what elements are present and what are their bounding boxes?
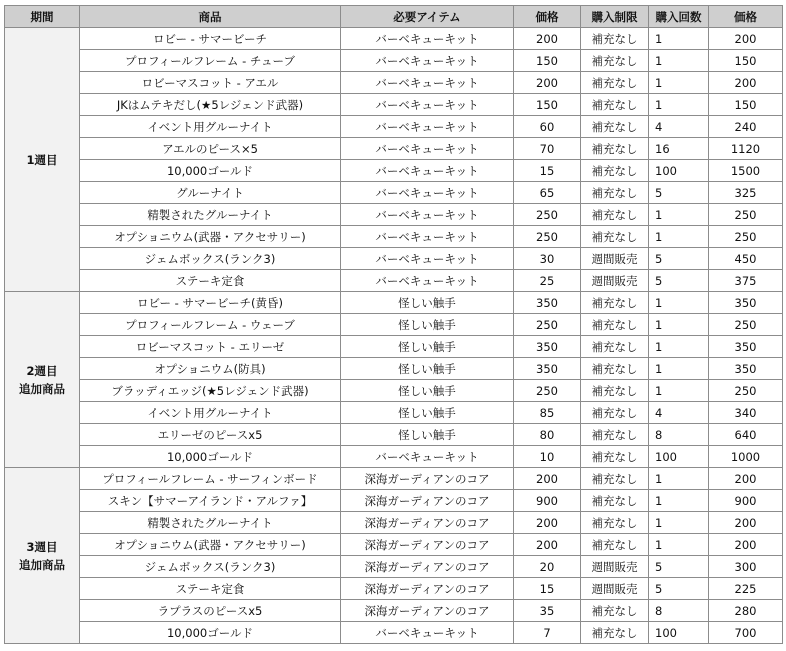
table-row (5, 182, 783, 204)
purchase-limit-cell: 補充なし (581, 512, 649, 534)
total-price-cell: 700 (709, 622, 783, 644)
price-cell: 85 (514, 402, 581, 424)
item-name-cell: オプショニウム(武器・アクセサリー) (80, 226, 341, 248)
purchase-count-cell: 5 (649, 182, 709, 204)
purchase-count-cell: 5 (649, 578, 709, 600)
price-cell: 65 (514, 182, 581, 204)
table-row (5, 138, 783, 160)
table-row (5, 50, 783, 72)
table-row (5, 248, 783, 270)
price-cell: 10 (514, 446, 581, 468)
required-item-cell: 怪しい触手 (341, 358, 514, 380)
total-price-cell: 250 (709, 380, 783, 402)
total-price-cell: 300 (709, 556, 783, 578)
table-row (5, 314, 783, 336)
purchase-limit-cell: 補充なし (581, 600, 649, 622)
price-cell: 350 (514, 292, 581, 314)
purchase-limit-cell: 補充なし (581, 50, 649, 72)
table-row (5, 380, 783, 402)
item-name-cell: 10,000ゴールド (80, 446, 341, 468)
price-cell: 200 (514, 72, 581, 94)
purchase-count-cell: 1 (649, 50, 709, 72)
price-cell: 200 (514, 512, 581, 534)
total-price-cell: 200 (709, 72, 783, 94)
table-row (5, 556, 783, 578)
item-name-cell: プロフィールフレーム - チューブ (80, 50, 341, 72)
price-cell: 150 (514, 94, 581, 116)
purchase-limit-cell: 週間販売 (581, 270, 649, 292)
price-cell: 25 (514, 270, 581, 292)
item-name-cell: スキン【サマーアイランド・アルファ】 (80, 490, 341, 512)
purchase-limit-cell: 週間販売 (581, 578, 649, 600)
table-row (5, 468, 783, 490)
table-row (5, 204, 783, 226)
purchase-count-cell: 4 (649, 116, 709, 138)
period-cell (5, 28, 80, 292)
total-price-cell: 900 (709, 490, 783, 512)
purchase-limit-cell: 補充なし (581, 138, 649, 160)
required-item-cell: 深海ガーディアンのコア (341, 512, 514, 534)
header-price: 価格 (514, 6, 581, 28)
required-item-cell: バーベキューキット (341, 116, 514, 138)
price-cell: 250 (514, 314, 581, 336)
purchase-count-cell: 1 (649, 358, 709, 380)
price-cell: 60 (514, 116, 581, 138)
purchase-count-cell: 1 (649, 380, 709, 402)
purchase-count-cell: 8 (649, 424, 709, 446)
purchase-limit-cell: 補充なし (581, 380, 649, 402)
price-cell: 70 (514, 138, 581, 160)
item-name-cell: エリーゼのピースx5 (80, 424, 341, 446)
item-name-cell: グルーナイト (80, 182, 341, 204)
price-cell: 80 (514, 424, 581, 446)
required-item-cell: 深海ガーディアンのコア (341, 468, 514, 490)
item-name-cell: ロビーマスコット - アエル (80, 72, 341, 94)
total-price-cell: 1120 (709, 138, 783, 160)
price-cell: 350 (514, 358, 581, 380)
required-item-cell: バーベキューキット (341, 50, 514, 72)
total-price-cell: 225 (709, 578, 783, 600)
table-row (5, 160, 783, 182)
price-cell: 7 (514, 622, 581, 644)
required-item-cell: 怪しい触手 (341, 336, 514, 358)
required-item-cell: 深海ガーディアンのコア (341, 490, 514, 512)
price-cell: 15 (514, 578, 581, 600)
required-item-cell: 深海ガーディアンのコア (341, 534, 514, 556)
required-item-cell: 怪しい触手 (341, 402, 514, 424)
purchase-count-cell: 4 (649, 402, 709, 424)
total-price-cell: 280 (709, 600, 783, 622)
price-cell: 150 (514, 50, 581, 72)
required-item-cell: バーベキューキット (341, 28, 514, 50)
period-label-line: 1週目 (26, 152, 58, 167)
price-cell: 250 (514, 204, 581, 226)
total-price-cell: 250 (709, 226, 783, 248)
shop-table-container (4, 5, 783, 644)
item-name-cell: アエルのピース×5 (80, 138, 341, 160)
total-price-cell: 200 (709, 512, 783, 534)
table-row (5, 622, 783, 644)
purchase-count-cell: 100 (649, 160, 709, 182)
price-cell: 200 (514, 468, 581, 490)
required-item-cell: バーベキューキット (341, 160, 514, 182)
purchase-count-cell: 1 (649, 512, 709, 534)
table-row (5, 116, 783, 138)
item-name-cell: ロビーマスコット - エリーゼ (80, 336, 341, 358)
purchase-limit-cell: 補充なし (581, 358, 649, 380)
table-row (5, 358, 783, 380)
purchase-limit-cell: 補充なし (581, 204, 649, 226)
required-item-cell: 怪しい触手 (341, 292, 514, 314)
total-price-cell: 375 (709, 270, 783, 292)
required-item-cell: バーベキューキット (341, 226, 514, 248)
purchase-limit-cell: 補充なし (581, 28, 649, 50)
table-row (5, 270, 783, 292)
total-price-cell: 350 (709, 292, 783, 314)
purchase-count-cell: 16 (649, 138, 709, 160)
item-name-cell: ロビー - サマービーチ (80, 28, 341, 50)
header-required-item: 必要アイテム (341, 6, 514, 28)
price-cell: 200 (514, 534, 581, 556)
price-cell: 900 (514, 490, 581, 512)
required-item-cell: バーベキューキット (341, 72, 514, 94)
purchase-limit-cell: 補充なし (581, 292, 649, 314)
purchase-limit-cell: 週間販売 (581, 248, 649, 270)
table-row (5, 424, 783, 446)
price-cell: 35 (514, 600, 581, 622)
item-name-cell: ラプラスのピースx5 (80, 600, 341, 622)
table-row (5, 402, 783, 424)
total-price-cell: 350 (709, 358, 783, 380)
purchase-limit-cell: 補充なし (581, 336, 649, 358)
price-cell: 250 (514, 226, 581, 248)
purchase-count-cell: 1 (649, 336, 709, 358)
purchase-limit-cell: 補充なし (581, 94, 649, 116)
purchase-count-cell: 5 (649, 270, 709, 292)
required-item-cell: 怪しい触手 (341, 380, 514, 402)
purchase-limit-cell: 補充なし (581, 490, 649, 512)
required-item-cell: 深海ガーディアンのコア (341, 556, 514, 578)
header-period: 期間 (5, 6, 80, 28)
required-item-cell: 深海ガーディアンのコア (341, 578, 514, 600)
header-item: 商品 (80, 6, 341, 28)
total-price-cell: 250 (709, 204, 783, 226)
item-name-cell: イベント用グルーナイト (80, 116, 341, 138)
required-item-cell: バーベキューキット (341, 204, 514, 226)
purchase-limit-cell: 週間販売 (581, 556, 649, 578)
header-purchase-count: 購入回数 (649, 6, 709, 28)
item-name-cell: ロビー - サマービーチ(黄昏) (80, 292, 341, 314)
item-name-cell: ジェムボックス(ランク3) (80, 556, 341, 578)
item-name-cell: ステーキ定食 (80, 270, 341, 292)
purchase-limit-cell: 補充なし (581, 534, 649, 556)
period-cell (5, 292, 80, 468)
item-name-cell: オプショニウム(武器・アクセサリー) (80, 534, 341, 556)
table-row (5, 534, 783, 556)
purchase-count-cell: 1 (649, 490, 709, 512)
table-row (5, 94, 783, 116)
purchase-count-cell: 1 (649, 314, 709, 336)
total-price-cell: 200 (709, 28, 783, 50)
table-row (5, 336, 783, 358)
required-item-cell: 怪しい触手 (341, 424, 514, 446)
table-row (5, 600, 783, 622)
item-name-cell: 精製されたグルーナイト (80, 512, 341, 534)
item-name-cell: ブラッディエッジ(★5レジェンド武器) (80, 380, 341, 402)
purchase-limit-cell: 補充なし (581, 160, 649, 182)
item-name-cell: オプショニウム(防具) (80, 358, 341, 380)
purchase-limit-cell: 補充なし (581, 468, 649, 490)
purchase-limit-cell: 補充なし (581, 622, 649, 644)
purchase-count-cell: 1 (649, 72, 709, 94)
total-price-cell: 450 (709, 248, 783, 270)
purchase-count-cell: 1 (649, 534, 709, 556)
item-name-cell: 精製されたグルーナイト (80, 204, 341, 226)
header-total-price: 価格 (709, 6, 783, 28)
total-price-cell: 640 (709, 424, 783, 446)
total-price-cell: 350 (709, 336, 783, 358)
purchase-count-cell: 1 (649, 204, 709, 226)
purchase-limit-cell: 補充なし (581, 402, 649, 424)
purchase-limit-cell: 補充なし (581, 226, 649, 248)
header-row (5, 6, 783, 28)
purchase-count-cell: 1 (649, 28, 709, 50)
table-row (5, 72, 783, 94)
period-label-line: 追加商品 (19, 557, 65, 572)
period-label-line: 2週目 (26, 363, 58, 378)
required-item-cell: バーベキューキット (341, 94, 514, 116)
table-row (5, 226, 783, 248)
purchase-count-cell: 100 (649, 446, 709, 468)
required-item-cell: バーベキューキット (341, 446, 514, 468)
purchase-limit-cell: 補充なし (581, 424, 649, 446)
required-item-cell: バーベキューキット (341, 138, 514, 160)
required-item-cell: 深海ガーディアンのコア (341, 600, 514, 622)
purchase-count-cell: 5 (649, 556, 709, 578)
purchase-limit-cell: 補充なし (581, 314, 649, 336)
event-shop-table (4, 5, 783, 644)
total-price-cell: 150 (709, 50, 783, 72)
item-name-cell: プロフィールフレーム - ウェーブ (80, 314, 341, 336)
required-item-cell: バーベキューキット (341, 248, 514, 270)
price-cell: 15 (514, 160, 581, 182)
purchase-count-cell: 1 (649, 94, 709, 116)
price-cell: 20 (514, 556, 581, 578)
required-item-cell: バーベキューキット (341, 622, 514, 644)
total-price-cell: 1500 (709, 160, 783, 182)
table-row (5, 490, 783, 512)
purchase-limit-cell: 補充なし (581, 446, 649, 468)
item-name-cell: プロフィールフレーム - サーフィンボード (80, 468, 341, 490)
price-cell: 350 (514, 336, 581, 358)
item-name-cell: ステーキ定食 (80, 578, 341, 600)
purchase-count-cell: 5 (649, 248, 709, 270)
table-body (5, 28, 783, 644)
price-cell: 200 (514, 28, 581, 50)
price-cell: 250 (514, 380, 581, 402)
total-price-cell: 325 (709, 182, 783, 204)
total-price-cell: 200 (709, 534, 783, 556)
purchase-limit-cell: 補充なし (581, 116, 649, 138)
purchase-count-cell: 1 (649, 292, 709, 314)
item-name-cell: JKはムテキだし(★5レジェンド武器) (80, 94, 341, 116)
price-cell: 30 (514, 248, 581, 270)
header-purchase-limit: 購入制限 (581, 6, 649, 28)
purchase-count-cell: 8 (649, 600, 709, 622)
table-row (5, 28, 783, 50)
purchase-limit-cell: 補充なし (581, 182, 649, 204)
table-row (5, 446, 783, 468)
period-label-line: 追加商品 (19, 381, 65, 396)
item-name-cell: ジェムボックス(ランク3) (80, 248, 341, 270)
item-name-cell: 10,000ゴールド (80, 622, 341, 644)
total-price-cell: 150 (709, 94, 783, 116)
period-cell (5, 468, 80, 644)
purchase-count-cell: 100 (649, 622, 709, 644)
total-price-cell: 250 (709, 314, 783, 336)
period-label-line: 3週目 (26, 539, 58, 554)
purchase-limit-cell: 補充なし (581, 72, 649, 94)
required-item-cell: バーベキューキット (341, 182, 514, 204)
item-name-cell: イベント用グルーナイト (80, 402, 341, 424)
table-row (5, 292, 783, 314)
purchase-count-cell: 1 (649, 226, 709, 248)
purchase-count-cell: 1 (649, 468, 709, 490)
table-row (5, 512, 783, 534)
required-item-cell: 怪しい触手 (341, 314, 514, 336)
total-price-cell: 1000 (709, 446, 783, 468)
total-price-cell: 200 (709, 468, 783, 490)
item-name-cell: 10,000ゴールド (80, 160, 341, 182)
total-price-cell: 240 (709, 116, 783, 138)
required-item-cell: バーベキューキット (341, 270, 514, 292)
total-price-cell: 340 (709, 402, 783, 424)
table-row (5, 578, 783, 600)
